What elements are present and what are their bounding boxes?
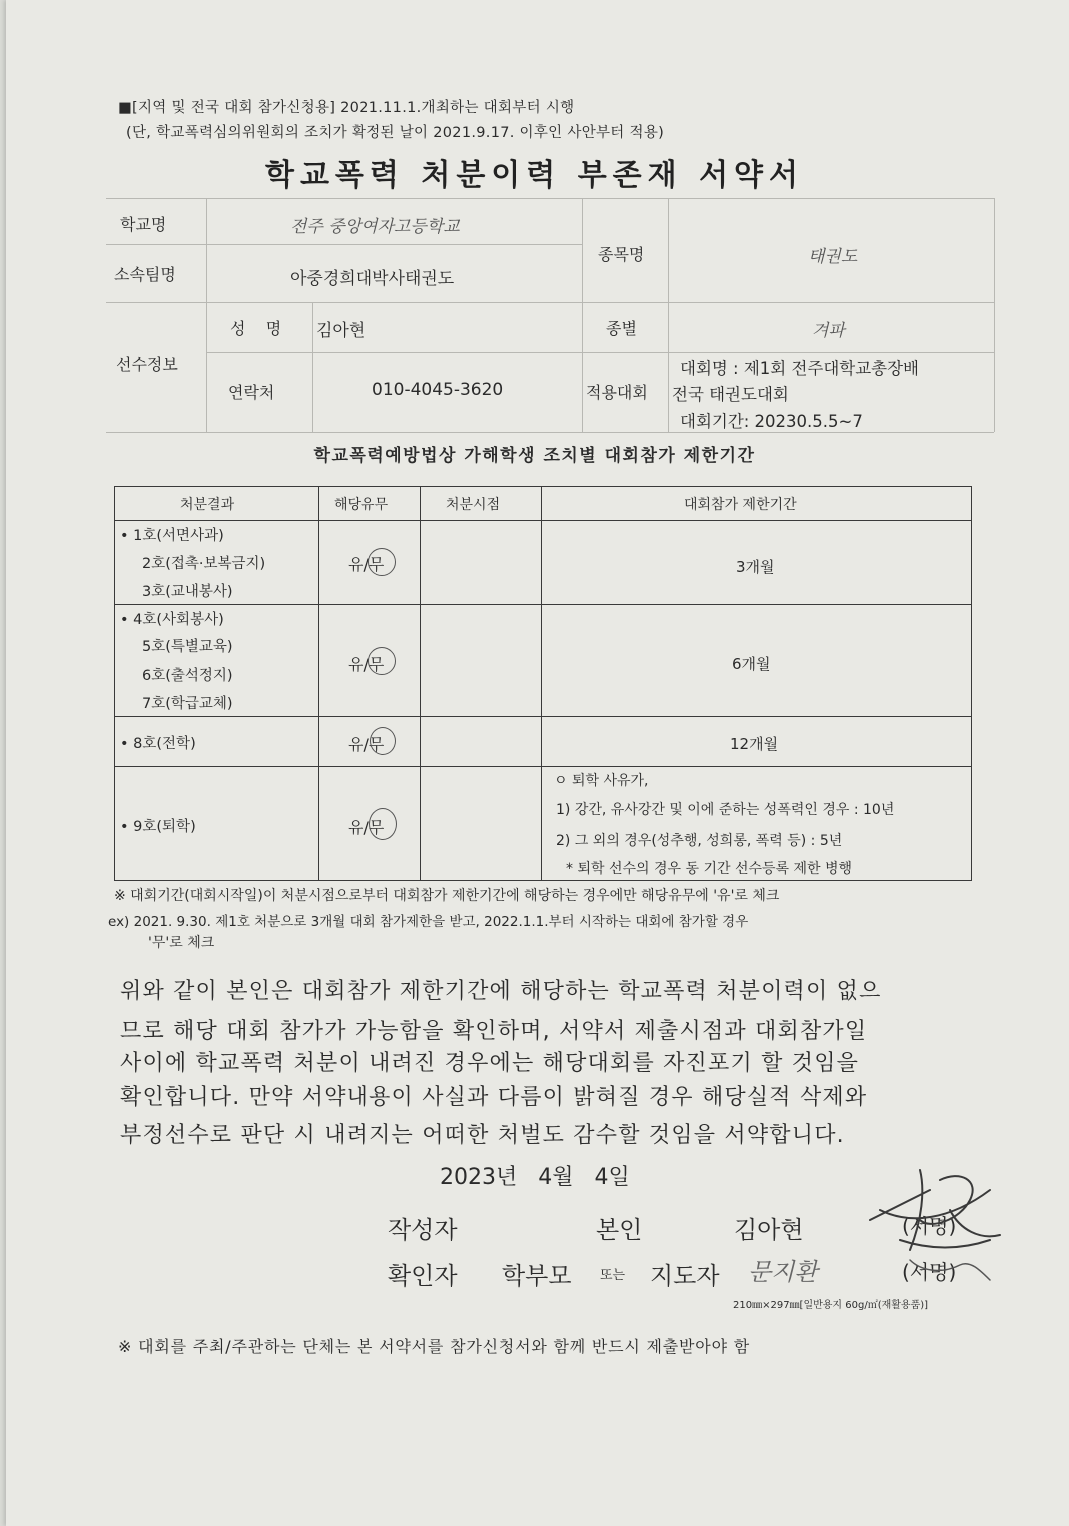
restriction-table-col-divider [318,486,319,880]
confirmer-sign-mark: (서명) [902,1260,957,1284]
expulsion-detail-line: 1) 강간, 유사강간 및 이에 준하는 성폭력인 경우 : 10년 [556,802,895,818]
restriction-table-row-divider [114,716,972,717]
restriction-table-row-divider [114,766,972,767]
measure-item: • 9호(퇴학) [120,819,196,835]
signing-date: 2023년 4월 4일 [440,1165,630,1190]
expulsion-detail-line: 2) 그 외의 경우(성추행, 성희롱, 폭력 등) : 5년 [556,833,843,849]
header-note-line2: (단, 학교폭력심의위원회의 조치가 확정된 날이 2021.9.17. 이후인 사안부터 적용) [126,125,665,141]
competition-label: 적용대회 [586,383,648,402]
info-table-top-border [106,198,994,199]
selection-circle [370,727,396,755]
info-table-col-divider [582,198,583,432]
info-table-right-border [994,198,995,432]
competition-period: 대회기간: 20230.5.5~7 [680,412,863,431]
oath-line: 위와 같이 본인은 대회참가 제한기간에 해당하는 학교폭력 처분이력이 없으 [120,979,882,1004]
handwritten-signature [850,1150,1010,1290]
team-value: 아중경희대박사태권도 [290,269,455,289]
confirmer-or: 또는 [600,1268,626,1283]
column-header-result: 처분결과 [180,497,235,513]
info-table-col-divider [668,198,669,432]
restriction-period: 3개월 [736,558,775,576]
info-table-bottom-border [106,432,994,433]
column-header-restriction: 대회참가 제한기간 [684,497,797,513]
measure-item: 7호(학급교체) [142,696,233,712]
restriction-table-header-divider [114,520,972,521]
athlete-info-label: 선수정보 [116,355,178,374]
author-role: 본인 [596,1216,643,1244]
author-sign-mark: (서명) [902,1214,957,1238]
header-note-line1: ■[지역 및 전국 대회 참가신청용] 2021.11.1.개최하는 대회부터 시행 [118,100,575,116]
sport-value: 태권도 [808,247,858,267]
restriction-period: 12개월 [730,735,779,753]
competition-name-line1: 대회명 : 제1회 전주대학교총장배 [680,359,919,378]
school-value: 전주 중앙여자고등학교 [290,217,460,237]
restriction-table-bottom-border [114,880,972,881]
column-header-date: 처분시점 [446,497,501,513]
info-table-col-divider [206,198,207,432]
measure-item: • 4호(사회봉사) [120,612,224,628]
author-name: 김아현 [734,1216,804,1244]
name-label: 성 명 [230,319,282,338]
applicable-mark: 유/무 [348,655,385,674]
table-note-2: ex) 2021. 9.30. 제1호 처분으로 3개월 대회 참가제한을 받고, 2022.1.1.부터 시작하는 대회에 참가할 경우 [108,914,749,930]
selection-circle [368,548,396,576]
oath-line: 부정선수로 판단 시 내려지는 어떠한 처벌도 감수할 것임을 서약합니다. [120,1123,845,1148]
info-table-row-divider [106,302,994,303]
contact-value: 010-4045-3620 [372,380,504,400]
confirmer-name: 문지환 [748,1258,818,1286]
confirmer-role-coach: 지도자 [650,1262,720,1290]
contact-label: 연락처 [228,383,275,402]
restriction-table-left-border [114,486,115,880]
school-label: 학교명 [120,215,167,234]
event-label: 종별 [606,319,637,338]
oath-line: 확인합니다. 만약 서약내용이 사실과 다름이 밝혀질 경우 해당실적 삭제와 [120,1085,868,1110]
column-header-applicable: 해당유무 [334,497,389,513]
measure-item: 5호(특별교육) [142,639,233,655]
competition-name-line2: 전국 태권도대회 [672,385,789,404]
oath-line: 므로 해당 대회 참가가 가능함을 확인하며, 서약서 제출시점과 대회참가일 [120,1019,868,1044]
confirmer-role-parent: 학부모 [502,1262,572,1290]
selection-circle [368,647,396,675]
restriction-subtitle: 학교폭력예방법상 가해학생 조치별 대회참가 제한기간 [313,446,756,466]
table-note-3: '무'로 체크 [148,935,215,951]
name-value: 김아현 [316,321,366,341]
info-table-row-divider [206,352,994,353]
oath-line: 사이에 학교폭력 처분이 내려진 경우에는 해당대회를 자진포기 할 것임을 [120,1051,860,1076]
measure-item: • 8호(전학) [120,736,196,752]
restriction-table-col-divider [541,486,542,880]
document-title: 학교폭력 처분이력 부존재 서약서 [264,158,805,193]
measure-item: 3호(교내봉사) [142,584,233,600]
measure-item: • 1호(서면사과) [120,528,224,544]
restriction-period: 6개월 [732,655,771,673]
sport-label: 종목명 [598,245,645,264]
info-table-row-divider [106,244,582,245]
expulsion-detail-line: * 퇴학 선수의 경우 동 기간 선수등록 제한 병행 [566,861,853,877]
team-label: 소속팀명 [114,265,176,284]
restriction-table-right-border [971,486,972,880]
measure-item: 2호(접촉·보복금지) [142,556,266,572]
applicable-mark: 유/무 [348,555,385,574]
selection-circle [369,808,397,840]
applicable-mark: 유/무 [348,735,385,754]
restriction-table-row-divider [114,604,972,605]
paper-spec: 210㎜×297㎜[일반용지 60g/㎡(재활용품)] [733,1300,929,1311]
author-label: 작성자 [388,1216,458,1244]
event-value: 겨파 [812,321,845,341]
expulsion-detail-line: ㅇ 퇴학 사유가, [554,773,649,789]
table-note-1: ※ 대회기간(대회시작일)이 처분시점으로부터 대회참가 제한기간에 해당하는 경우에만 해당유무에 '유'로 체크 [114,888,780,904]
confirmer-label: 확인자 [388,1262,458,1290]
measure-item: 6호(출석정지) [142,668,233,684]
footer-note: ※ 대회를 주최/주관하는 단체는 본 서약서를 참가신청서와 함께 반드시 제출받아야 함 [118,1337,750,1356]
info-table-col-divider [312,302,313,432]
restriction-table-top-border [114,486,972,487]
restriction-table-col-divider [420,486,421,880]
applicable-mark: 유/무 [348,818,385,837]
